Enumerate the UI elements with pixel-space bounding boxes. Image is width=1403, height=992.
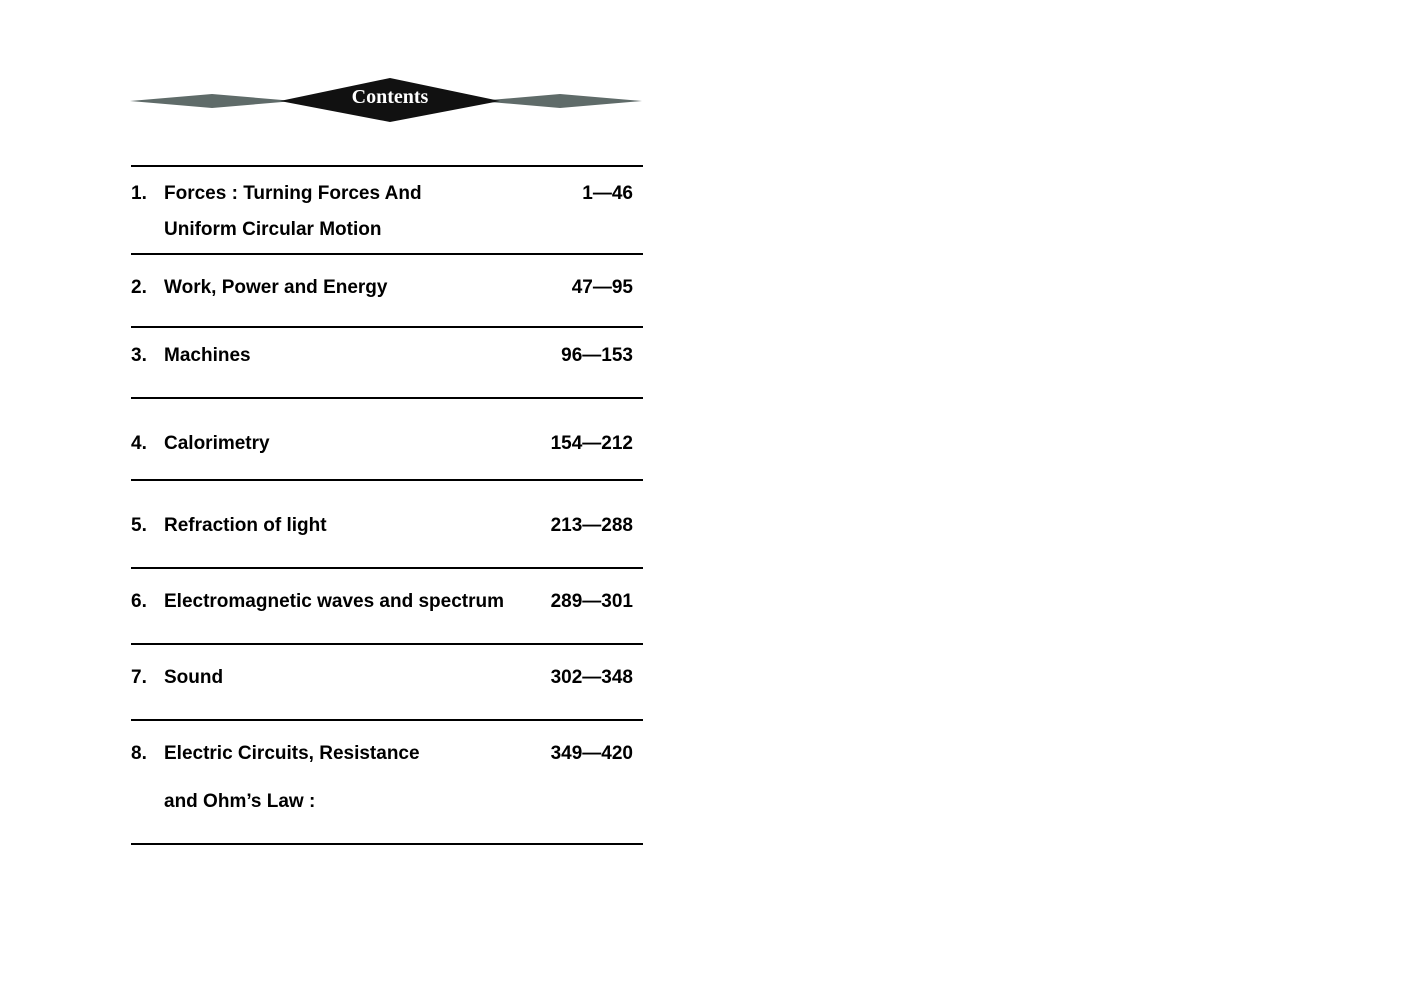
page-range: 47—95 (571, 277, 633, 298)
chapter-number: 8. (131, 743, 147, 764)
divider (131, 397, 643, 399)
chapter-title[interactable]: Uniform Circular Motion (164, 219, 382, 240)
chapter-number: 4. (131, 433, 147, 454)
page-title: Contents (351, 86, 429, 108)
chapter-number: 1. (131, 183, 147, 204)
page-range: 289—301 (550, 591, 633, 612)
chapter-number: 2. (131, 277, 147, 298)
chapter-title[interactable]: Calorimetry (164, 433, 270, 454)
chapter-number: 3. (131, 345, 147, 366)
chapter-title[interactable]: and Ohm’s Law : (164, 791, 316, 812)
page-range: 349—420 (550, 743, 633, 764)
chapter-title[interactable]: Forces : Turning Forces And (164, 183, 422, 204)
chapter-number: 5. (131, 515, 147, 536)
divider (131, 479, 643, 481)
chapter-title[interactable]: Refraction of light (164, 515, 327, 536)
divider (131, 165, 643, 167)
page-range: 302—348 (550, 667, 633, 688)
divider (131, 253, 643, 255)
page-range: 96—153 (561, 345, 633, 366)
divider (131, 843, 643, 845)
page-range: 213—288 (550, 515, 633, 536)
chapter-title[interactable]: Electric Circuits, Resistance (164, 743, 420, 764)
divider (131, 719, 643, 721)
chapter-number: 6. (131, 591, 147, 612)
divider (131, 326, 643, 328)
page-range: 1—46 (582, 183, 633, 204)
chapter-title[interactable]: Work, Power and Energy (164, 277, 388, 298)
divider (131, 643, 643, 645)
chapter-number: 7. (131, 667, 147, 688)
chapter-title[interactable]: Sound (164, 667, 224, 688)
page-range: 154—212 (550, 433, 633, 454)
chapter-title[interactable]: Machines (164, 345, 251, 366)
divider (131, 567, 643, 569)
chapter-title[interactable]: Electromagnetic waves and spectrum (164, 591, 505, 612)
